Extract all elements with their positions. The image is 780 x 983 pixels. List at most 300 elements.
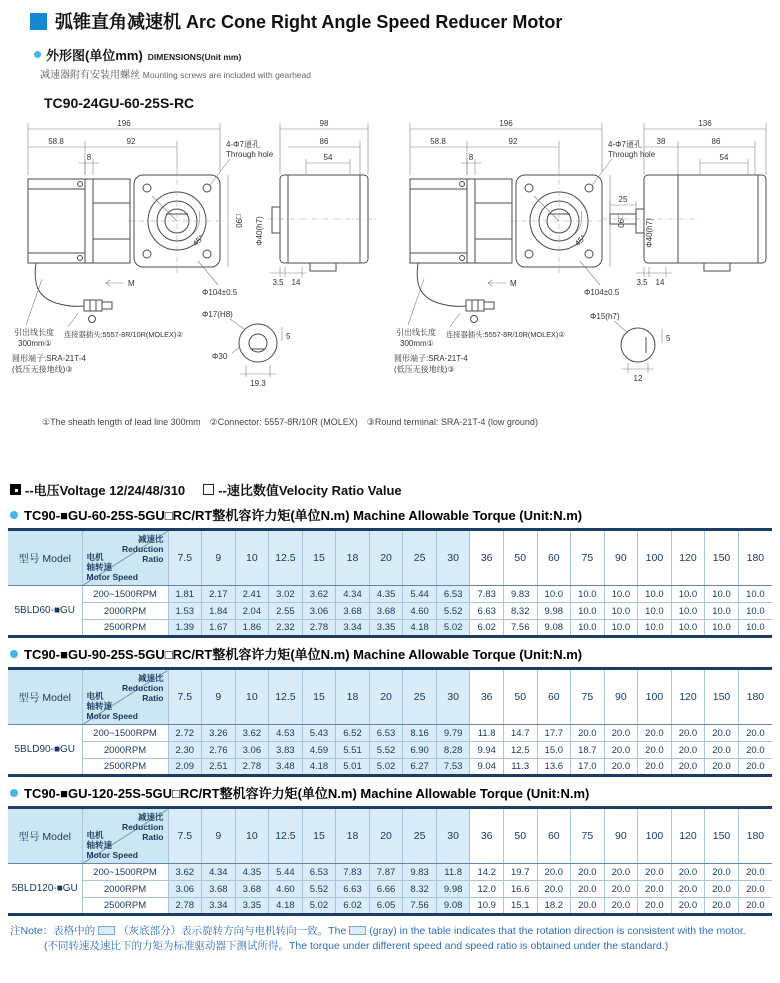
- dim-ring-width: 8: [468, 153, 474, 162]
- torque-value-cell: 9.94: [470, 742, 504, 759]
- lead-length-value: 300mm①: [400, 339, 434, 348]
- torque-value-cell: 20.0: [571, 881, 605, 898]
- section-outer-dia: Φ30: [212, 352, 228, 361]
- ratio-header-cell: 60: [537, 669, 571, 725]
- torque-value-cell: 3.68: [336, 603, 370, 620]
- dim-3-5: 3.5: [272, 278, 284, 287]
- torque-value-cell: 20.0: [604, 742, 638, 759]
- motor-speed-cell: 2000RPM: [82, 881, 168, 898]
- torque-value-cell: 10.0: [604, 603, 638, 620]
- ratio-header-cell: 7.5: [168, 808, 202, 864]
- torque-value-cell: 8.28: [436, 742, 470, 759]
- torque-value-cell: 7.83: [336, 864, 370, 881]
- ratio-header-cell: 50: [503, 669, 537, 725]
- torque-value-cell: 3.68: [202, 881, 236, 898]
- torque-value-cell: 5.02: [369, 759, 403, 776]
- torque-value-cell: 6.02: [336, 898, 370, 915]
- torque-value-cell: 20.0: [671, 742, 705, 759]
- torque-value-cell: 5.44: [403, 586, 437, 603]
- section-width-dim: 19.3: [250, 379, 266, 388]
- torque-value-cell: 4.53: [269, 725, 303, 742]
- torque-value-cell: 20.0: [738, 759, 772, 776]
- ratio-header-cell: 20: [369, 669, 403, 725]
- bullet-icon: [10, 789, 18, 797]
- table-title-text: TC90-■GU-60-25S-5GU□RC/RT整机容许力矩(单位N.m) Machine Allowable Torque (Unit:N.m): [24, 508, 583, 523]
- torque-value-cell: 20.0: [571, 898, 605, 915]
- torque-value-cell: 20.0: [537, 864, 571, 881]
- torque-value-cell: 3.68: [369, 603, 403, 620]
- through-hole-label-zh: 4-Φ7通孔: [226, 140, 260, 149]
- data-row: [8, 620, 772, 637]
- torque-value-cell: 20.0: [604, 725, 638, 742]
- data-row: [8, 898, 772, 915]
- torque-value-cell: 8.32: [403, 881, 437, 898]
- torque-value-cell: 20.0: [738, 725, 772, 742]
- dimensions-heading-zh: 外形图(单位mm): [46, 48, 143, 63]
- torque-value-cell: 10.0: [705, 603, 739, 620]
- ratio-header-cell: 12.5: [269, 808, 303, 864]
- torque-value-cell: 3.34: [336, 620, 370, 637]
- torque-value-cell: 5.44: [269, 864, 303, 881]
- ratio-header-cell: 20: [369, 530, 403, 586]
- speed-ratio-diagonal-cell: [82, 808, 168, 864]
- table-head: [8, 808, 772, 864]
- ratio-header-cell: 60: [537, 530, 571, 586]
- torque-value-cell: 15.0: [537, 742, 571, 759]
- dim-shaft-length: 25: [618, 195, 628, 204]
- data-row: [8, 864, 772, 881]
- torque-table-120: [8, 806, 772, 916]
- torque-value-cell: 2.09: [168, 759, 202, 776]
- torque-value-cell: 20.0: [571, 864, 605, 881]
- torque-value-cell: 3.62: [302, 586, 336, 603]
- torque-value-cell: 3.35: [235, 898, 269, 915]
- motor-speed-cell: 200~1500RPM: [82, 864, 168, 881]
- dim-motor-length: 58.8: [48, 137, 64, 146]
- torque-section-90: [0, 644, 780, 777]
- dim-flange-square: □90: [234, 214, 243, 228]
- torque-value-cell: 11.8: [436, 864, 470, 881]
- torque-value-cell: 20.0: [537, 881, 571, 898]
- ratio-header-cell: 36: [470, 669, 504, 725]
- page-title-zh: 弧锥直角减速机: [55, 12, 181, 32]
- model-code: TC90-24GU-60-25S-RC: [44, 95, 195, 111]
- header-row: [8, 530, 772, 586]
- lead-length-label-zh: 引出线长度: [396, 328, 436, 337]
- motor-speed-cell: 2000RPM: [82, 603, 168, 620]
- torque-value-cell: 3.06: [168, 881, 202, 898]
- ratio-header-cell: 10: [235, 808, 269, 864]
- torque-value-cell: 20.0: [671, 898, 705, 915]
- torque-value-cell: 3.06: [235, 742, 269, 759]
- ratio-header-cell: 50: [503, 530, 537, 586]
- ratio-header-cell: 100: [638, 669, 672, 725]
- torque-value-cell: 20.0: [738, 898, 772, 915]
- torque-value-cell: 6.63: [470, 603, 504, 620]
- bullet-icon: [10, 650, 18, 658]
- dim-end-86: 86: [711, 137, 721, 146]
- torque-value-cell: 6.66: [369, 881, 403, 898]
- ratio-header-cell: 90: [604, 808, 638, 864]
- ratio-header-cell: 150: [705, 530, 739, 586]
- torque-value-cell: 20.0: [705, 759, 739, 776]
- table-head: [8, 669, 772, 725]
- open-box-icon: [203, 484, 214, 495]
- legend-voltage-text: --电压Voltage 12/24/48/310: [25, 483, 186, 498]
- mounting-note: [40, 66, 780, 81]
- ratio-header-cell: 10: [235, 669, 269, 725]
- dim-total-length: 196: [117, 119, 131, 128]
- speed-ratio-diagonal-cell: [82, 530, 168, 586]
- section-width-dim: 12: [633, 374, 643, 383]
- dim-end-width: 98: [319, 119, 329, 128]
- torque-value-cell: 20.0: [705, 898, 739, 915]
- torque-value-cell: 14.2: [470, 864, 504, 881]
- torque-value-cell: 9.08: [537, 620, 571, 637]
- torque-value-cell: 10.0: [705, 620, 739, 637]
- ratio-header-cell: 10: [235, 530, 269, 586]
- torque-section-60: [0, 505, 780, 638]
- ratio-header-cell: 30: [436, 669, 470, 725]
- ratio-header-cell: 90: [604, 530, 638, 586]
- ratio-header-cell: 75: [571, 808, 605, 864]
- page-title-en: Arc Cone Right Angle Speed Reducer Motor: [186, 12, 563, 32]
- torque-value-cell: 7.53: [436, 759, 470, 776]
- torque-value-cell: 3.02: [269, 586, 303, 603]
- model-column-header: 型号 Model: [8, 530, 82, 586]
- torque-value-cell: 4.60: [403, 603, 437, 620]
- connector-label: 连接器插头:5557-8R/10R(MOLEX)②: [446, 330, 565, 339]
- section-key-dim: 5: [666, 334, 671, 343]
- torque-value-cell: 9.83: [403, 864, 437, 881]
- dim-end-54: 54: [323, 153, 333, 162]
- ratio-header-cell: 120: [671, 669, 705, 725]
- ratio-header-cell: 25: [403, 669, 437, 725]
- filled-box-icon: [10, 484, 21, 495]
- torque-value-cell: 5.51: [336, 742, 370, 759]
- ratio-header-cell: 18: [336, 808, 370, 864]
- torque-value-cell: 3.48: [269, 759, 303, 776]
- torque-value-cell: 9.98: [436, 881, 470, 898]
- footer-note-line2: (不同转速及速比下的力矩为标准驱动器下测试所得。The torque under different speed and speed ratio is obtained under the standard.): [44, 940, 669, 953]
- torque-value-cell: 3.26: [202, 725, 236, 742]
- torque-value-cell: 8.16: [403, 725, 437, 742]
- torque-value-cell: 2.78: [302, 620, 336, 637]
- torque-value-cell: 3.35: [369, 620, 403, 637]
- torque-value-cell: 7.83: [470, 586, 504, 603]
- torque-value-cell: 20.0: [671, 759, 705, 776]
- reduction-ratio-label: 减速比 Reduction Ratio: [121, 812, 164, 843]
- blue-square-icon: [30, 13, 47, 30]
- torque-value-cell: 20.0: [671, 864, 705, 881]
- torque-value-cell: 20.0: [638, 759, 672, 776]
- torque-value-cell: 2.51: [202, 759, 236, 776]
- torque-value-cell: 11.8: [470, 725, 504, 742]
- motor-speed-cell: 2500RPM: [82, 759, 168, 776]
- footer-note: [10, 924, 780, 954]
- reduction-ratio-label: 减速比 Reduction Ratio: [121, 673, 164, 704]
- section-bore-dia: Φ17(H8): [202, 310, 233, 319]
- left-drawing: [6, 113, 388, 413]
- torque-value-cell: 3.06: [302, 603, 336, 620]
- torque-value-cell: 20.0: [671, 725, 705, 742]
- dim-gearhead-length: 92: [126, 137, 136, 146]
- legend-ratio-text: --速比数值Velocity Ratio Value: [218, 483, 402, 498]
- ratio-header-cell: 120: [671, 530, 705, 586]
- symbol-legend: [10, 480, 780, 499]
- dim-angle-45: 45°: [573, 233, 588, 249]
- torque-value-cell: 3.68: [235, 881, 269, 898]
- ratio-header-cell: 90: [604, 669, 638, 725]
- dim-14: 14: [655, 278, 665, 287]
- data-row: [8, 742, 772, 759]
- torque-value-cell: 4.34: [336, 586, 370, 603]
- torque-value-cell: 16.6: [503, 881, 537, 898]
- torque-value-cell: 17.0: [571, 759, 605, 776]
- torque-value-cell: 10.0: [671, 586, 705, 603]
- torque-value-cell: 1.84: [202, 603, 236, 620]
- torque-value-cell: 10.0: [638, 603, 672, 620]
- torque-value-cell: 10.0: [705, 586, 739, 603]
- torque-value-cell: 18.2: [537, 898, 571, 915]
- round-terminal-label: 圆形端子:SRA-21T-4: [394, 354, 468, 363]
- torque-value-cell: 9.79: [436, 725, 470, 742]
- torque-value-cell: 6.05: [369, 898, 403, 915]
- torque-value-cell: 2.76: [202, 742, 236, 759]
- data-row: [8, 586, 772, 603]
- ratio-header-cell: 50: [503, 808, 537, 864]
- dim-bolt-circle: Φ104±0.5: [584, 288, 620, 297]
- dim-shaft-dia: Φ40(h7): [645, 218, 654, 248]
- gray-box-icon: [98, 926, 115, 935]
- reduction-ratio-label: 减速比 Reduction Ratio: [121, 534, 164, 565]
- torque-value-cell: 5.52: [436, 603, 470, 620]
- table-title: [10, 505, 780, 524]
- torque-section-120: [0, 783, 780, 916]
- torque-value-cell: 9.04: [470, 759, 504, 776]
- torque-value-cell: 20.0: [705, 742, 739, 759]
- torque-value-cell: 6.27: [403, 759, 437, 776]
- model-cell: 5BLD120-■GU: [8, 864, 82, 915]
- header-row: [8, 669, 772, 725]
- torque-value-cell: 7.56: [503, 620, 537, 637]
- torque-value-cell: 10.0: [537, 586, 571, 603]
- torque-value-cell: 4.18: [269, 898, 303, 915]
- torque-value-cell: 1.81: [168, 586, 202, 603]
- model-column-header: 型号 Model: [8, 808, 82, 864]
- dim-angle-45: 45°: [191, 233, 206, 249]
- ratio-header-cell: 100: [638, 808, 672, 864]
- torque-value-cell: 10.0: [571, 620, 605, 637]
- ratio-header-cell: 15: [302, 808, 336, 864]
- dim-end-width: 136: [698, 119, 712, 128]
- torque-value-cell: 10.9: [470, 898, 504, 915]
- torque-value-cell: 12.5: [503, 742, 537, 759]
- torque-value-cell: 20.0: [604, 759, 638, 776]
- torque-value-cell: 14.7: [503, 725, 537, 742]
- torque-value-cell: 5.02: [436, 620, 470, 637]
- torque-value-cell: 2.17: [202, 586, 236, 603]
- ratio-header-cell: 60: [537, 808, 571, 864]
- ratio-header-cell: 180: [738, 530, 772, 586]
- torque-value-cell: 10.0: [604, 586, 638, 603]
- torque-value-cell: 4.34: [202, 864, 236, 881]
- data-row: [8, 725, 772, 742]
- torque-value-cell: 20.0: [705, 864, 739, 881]
- table-head: [8, 530, 772, 586]
- torque-value-cell: 2.32: [269, 620, 303, 637]
- torque-value-cell: 20.0: [705, 725, 739, 742]
- torque-value-cell: 10.0: [638, 620, 672, 637]
- torque-value-cell: 8.32: [503, 603, 537, 620]
- torque-value-cell: 11.3: [503, 759, 537, 776]
- torque-value-cell: 20.0: [738, 881, 772, 898]
- speed-ratio-diagonal-cell: [82, 669, 168, 725]
- torque-value-cell: 10.0: [638, 586, 672, 603]
- table-body: [8, 586, 772, 637]
- ratio-header-cell: 75: [571, 669, 605, 725]
- torque-value-cell: 2.78: [235, 759, 269, 776]
- ratio-header-cell: 75: [571, 530, 605, 586]
- torque-value-cell: 6.53: [436, 586, 470, 603]
- torque-value-cell: 20.0: [738, 742, 772, 759]
- motor-speed-label: 电机 轴转速 Motor Speed: [86, 551, 138, 582]
- dim-end-38: 38: [656, 137, 666, 146]
- footer-note-en1: (gray) in the table indicates that the rotation direction is consistent with the motor.: [369, 925, 746, 937]
- torque-value-cell: 5.01: [336, 759, 370, 776]
- torque-value-cell: 1.67: [202, 620, 236, 637]
- torque-table-60: [8, 528, 772, 638]
- torque-value-cell: 10.0: [738, 586, 772, 603]
- through-hole-label-zh: 4-Φ7通孔: [608, 140, 642, 149]
- torque-value-cell: 18.7: [571, 742, 605, 759]
- torque-value-cell: 5.52: [302, 881, 336, 898]
- table-title: [10, 783, 780, 802]
- ratio-header-cell: 180: [738, 669, 772, 725]
- torque-value-cell: 19.7: [503, 864, 537, 881]
- torque-value-cell: 9.83: [503, 586, 537, 603]
- data-row: [8, 603, 772, 620]
- table-body: [8, 725, 772, 776]
- ratio-header-cell: 9: [202, 530, 236, 586]
- torque-value-cell: 1.53: [168, 603, 202, 620]
- torque-value-cell: 4.35: [235, 864, 269, 881]
- bullet-icon: [10, 511, 18, 519]
- torque-value-cell: 2.04: [235, 603, 269, 620]
- torque-value-cell: 3.83: [269, 742, 303, 759]
- dim-motor-length: 58.8: [430, 137, 446, 146]
- dim-ring-width: 8: [86, 153, 92, 162]
- right-drawing: [388, 113, 770, 413]
- dim-gearhead-length: 92: [508, 137, 518, 146]
- torque-value-cell: 7.87: [369, 864, 403, 881]
- torque-value-cell: 17.7: [537, 725, 571, 742]
- ratio-header-cell: 30: [436, 808, 470, 864]
- torque-value-cell: 10.0: [571, 586, 605, 603]
- torque-value-cell: 10.0: [671, 620, 705, 637]
- torque-value-cell: 20.0: [638, 898, 672, 915]
- ratio-header-cell: 18: [336, 669, 370, 725]
- torque-value-cell: 2.55: [269, 603, 303, 620]
- ratio-header-cell: 25: [403, 530, 437, 586]
- torque-value-cell: 10.0: [738, 620, 772, 637]
- motor-speed-cell: 2500RPM: [82, 620, 168, 637]
- page-title: [55, 8, 562, 34]
- torque-value-cell: 5.43: [302, 725, 336, 742]
- connector-label: 连接器插头:5557-8R/10R(MOLEX)②: [64, 330, 183, 339]
- torque-value-cell: 10.0: [671, 603, 705, 620]
- motor-speed-label: 电机 轴转速 Motor Speed: [86, 829, 138, 860]
- torque-value-cell: 3.62: [235, 725, 269, 742]
- torque-value-cell: 6.53: [302, 864, 336, 881]
- torque-value-cell: 20.0: [604, 881, 638, 898]
- torque-value-cell: 3.34: [202, 898, 236, 915]
- torque-value-cell: 20.0: [738, 864, 772, 881]
- torque-value-cell: 10.0: [571, 603, 605, 620]
- dim-flange-square: □90: [616, 214, 625, 228]
- torque-value-cell: 20.0: [671, 881, 705, 898]
- data-row: [8, 881, 772, 898]
- torque-value-cell: 6.02: [470, 620, 504, 637]
- torque-value-cell: 6.90: [403, 742, 437, 759]
- ratio-header-cell: 150: [705, 669, 739, 725]
- torque-value-cell: 4.18: [302, 759, 336, 776]
- torque-value-cell: 4.35: [369, 586, 403, 603]
- lead-length-value: 300mm①: [18, 339, 52, 348]
- table-title-text: TC90-■GU-90-25S-5GU□RC/RT整机容许力矩(单位N.m) Machine Allowable Torque (Unit:N.m): [24, 647, 583, 662]
- table-body: [8, 864, 772, 915]
- motor-speed-cell: 2000RPM: [82, 742, 168, 759]
- dimension-drawings: [6, 113, 776, 413]
- ratio-header-cell: 15: [302, 530, 336, 586]
- bullet-icon: [34, 51, 41, 58]
- section-shaft-dia: Φ15(h7): [590, 312, 620, 321]
- torque-value-cell: 2.78: [168, 898, 202, 915]
- torque-value-cell: 3.62: [168, 864, 202, 881]
- lead-length-label-zh: 引出线长度: [14, 328, 54, 337]
- mounting-note-zh: 减速器附有安装用螺丝: [40, 70, 140, 81]
- section-key-dim: 5: [286, 332, 291, 341]
- torque-value-cell: 2.41: [235, 586, 269, 603]
- table-title: [10, 644, 780, 663]
- gray-box-icon: [349, 926, 366, 935]
- torque-value-cell: 9.98: [537, 603, 571, 620]
- ratio-header-cell: 7.5: [168, 530, 202, 586]
- motor-speed-cell: 200~1500RPM: [82, 586, 168, 603]
- torque-value-cell: 20.0: [638, 864, 672, 881]
- ratio-header-cell: 25: [403, 808, 437, 864]
- ratio-header-cell: 15: [302, 669, 336, 725]
- ratio-header-cell: 18: [336, 530, 370, 586]
- header-row: [8, 808, 772, 864]
- motor-speed-cell: 200~1500RPM: [82, 725, 168, 742]
- torque-value-cell: 5.52: [369, 742, 403, 759]
- torque-value-cell: 20.0: [604, 898, 638, 915]
- torque-value-cell: 2.30: [168, 742, 202, 759]
- ratio-header-cell: 180: [738, 808, 772, 864]
- torque-value-cell: 12.0: [470, 881, 504, 898]
- torque-value-cell: 7.56: [403, 898, 437, 915]
- round-terminal-label: 圆形端子:SRA-21T-4: [12, 354, 86, 363]
- torque-table-90: [8, 667, 772, 777]
- m-direction-label: M: [510, 279, 517, 288]
- ratio-header-cell: 36: [470, 808, 504, 864]
- torque-value-cell: 10.0: [604, 620, 638, 637]
- model-cell: 5BLD60-■GU: [8, 586, 82, 637]
- dim-end-86: 86: [319, 137, 329, 146]
- footer-note-zh1: 注Note：表格中的: [10, 925, 96, 937]
- m-direction-label: M: [128, 279, 135, 288]
